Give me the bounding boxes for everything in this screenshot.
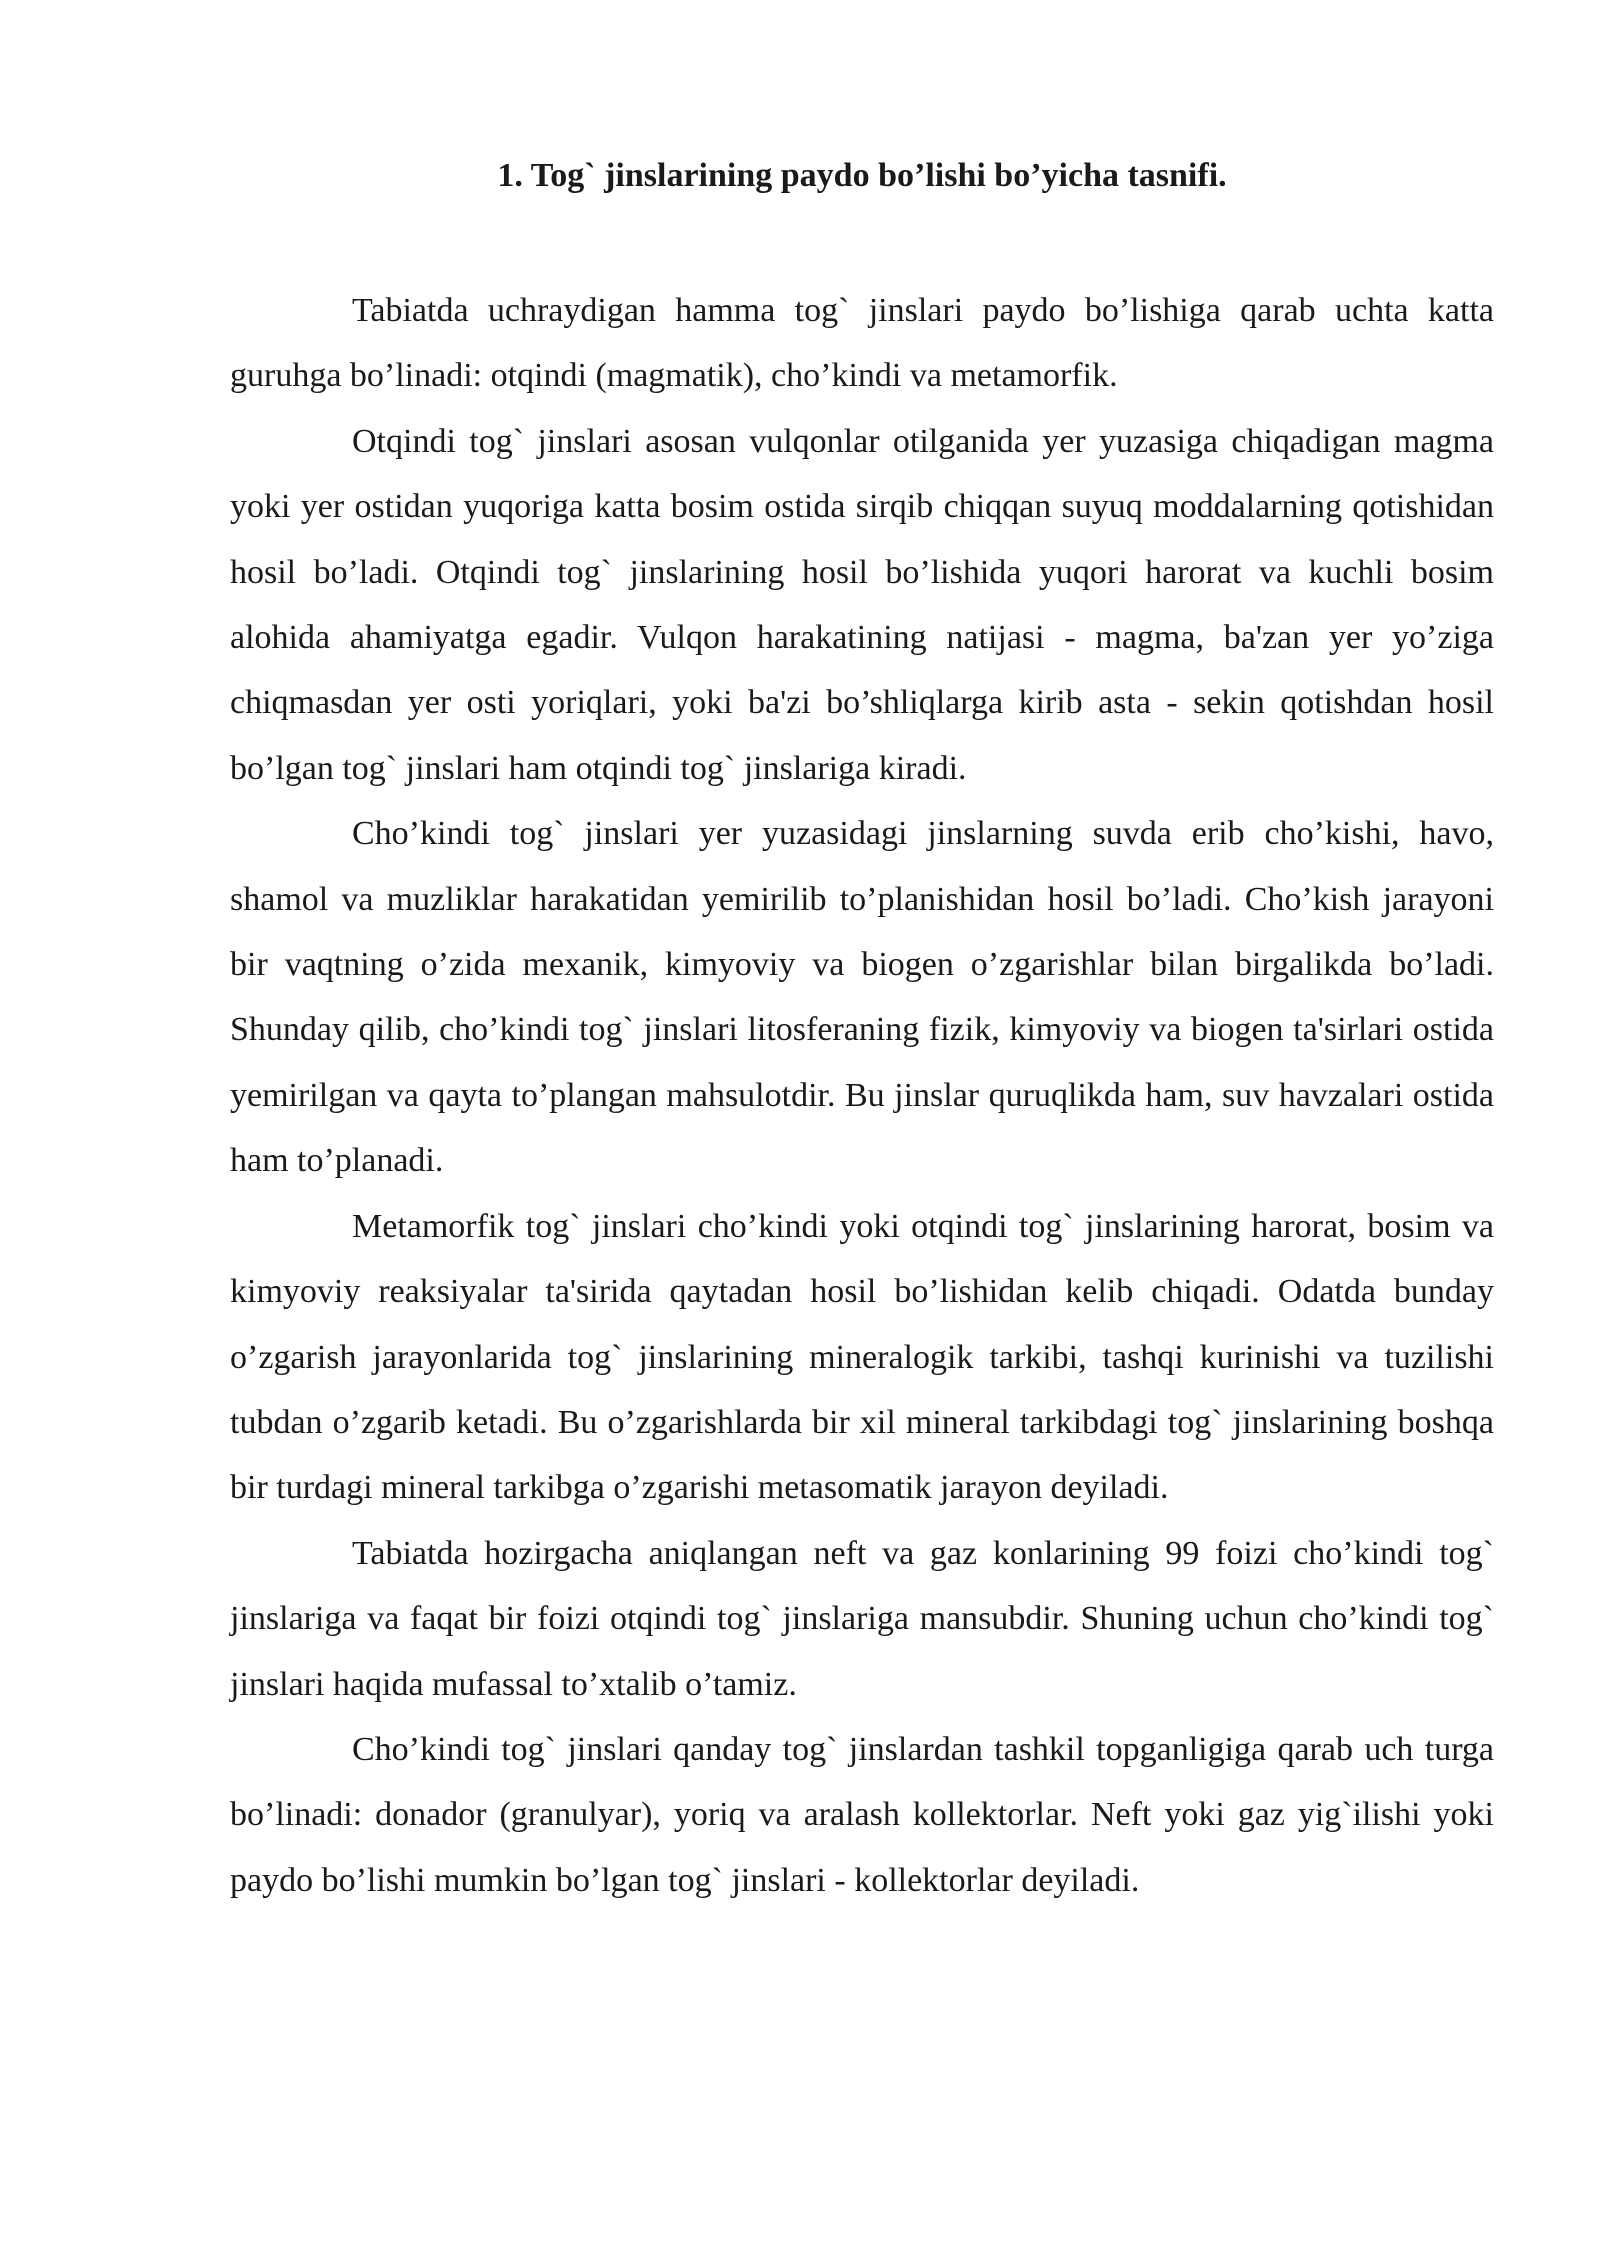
paragraph-collectors: Cho’kindi tog` jinslari qanday tog` jinslardan tashkil topganligiga qarab uch turga bo’linadi: donador (granulyar), yoriq va aralash kollektorlar. Neft yoki gaz yig`ilishi yoki paydo bo’lishi mumkin bo’lgan tog` jinslari - kollektorlar deyiladi. — [230, 1730, 1494, 1899]
paragraph-oil-gas: Tabiatda hozirgacha aniqlangan neft va gaz konlarining 99 foizi cho’kindi tog` jinslariga va faqat bir foizi otqindi tog` jinslariga mansubdir. Shuning uchun cho’kindi tog` jinslari haqida mufassal to’xtalib o’tamiz. — [230, 1534, 1494, 1703]
paragraph-igneous: Otqindi tog` jinslari asosan vulqonlar otilganida yer yuzasiga chiqadigan magma yoki yer ostidan yuqoriga katta bosim ostida sirqib chiqqan suyuq moddalarning qotishidan hosil bo’ladi. Otqindi tog` jinslarining hosil bo’lishida yuqori harorat va kuchli bosim alohida ahamiyatga egadir. Vulqon harakatining natijasi - magma, ba'zan yer yo’ziga chiqmasdan yer osti yoriqlari, yoki ba'zi bo’shliqlarga kirib asta - sekin qotishdan hosil bo’lgan tog` jinslari ham otqindi tog` jinslariga kiradi. — [230, 422, 1494, 787]
paragraph-sedimentary: Cho’kindi tog` jinslari yer yuzasidagi jinslarning suvda erib cho’kishi, havo, shamol va muzliklar harakatidan yemirilib to’planishidan hosil bo’ladi. Cho’kish jarayoni bir vaqtning o’zida mexanik, kimyoviy va biogen o’zgarishlar bilan birgalikda bo’ladi. Shunday qilib, cho’kindi tog` jinslari litosferaning fizik, kimyoviy va biogen ta'sirlari ostida yemirilgan va qayta to’plangan mahsulotdir. Bu jinslar quruqlikda ham, suv havzalari ostida ham to’planadi. — [230, 815, 1494, 1180]
document-content — [230, 150, 1494, 1913]
paragraph-metamorphic: Metamorfik tog` jinslari cho’kindi yoki otqindi tog` jinslarining harorat, bosim va kimyoviy reaksiyalar ta'sirida qaytadan hosil bo’lishidan kelib chiqadi. Odatda bunday o’zgarish jarayonlarida tog` jinslarining mineralogik tarkibi, tashqi kurinishi va tuzilishi tubdan o’zgarib ketadi. Bu o’zgarishlarda bir xil mineral tarkibdagi tog` jinslarining boshqa bir turdagi mineral tarkibga o’zgarishi metasomatik jarayon deyiladi. — [230, 1207, 1494, 1507]
paragraph-intro: Tabiatda uchraydigan hamma tog` jinslari paydo bo’lishiga qarab uchta katta guruhga bo’linadi: otqindi (magmatik), cho’kindi va metamorfik. — [230, 292, 1494, 395]
document-body — [230, 278, 1494, 1913]
section-title: 1. Tog` jinslarining paydo bo’lishi bo’yicha tasnifi. — [497, 157, 1227, 194]
